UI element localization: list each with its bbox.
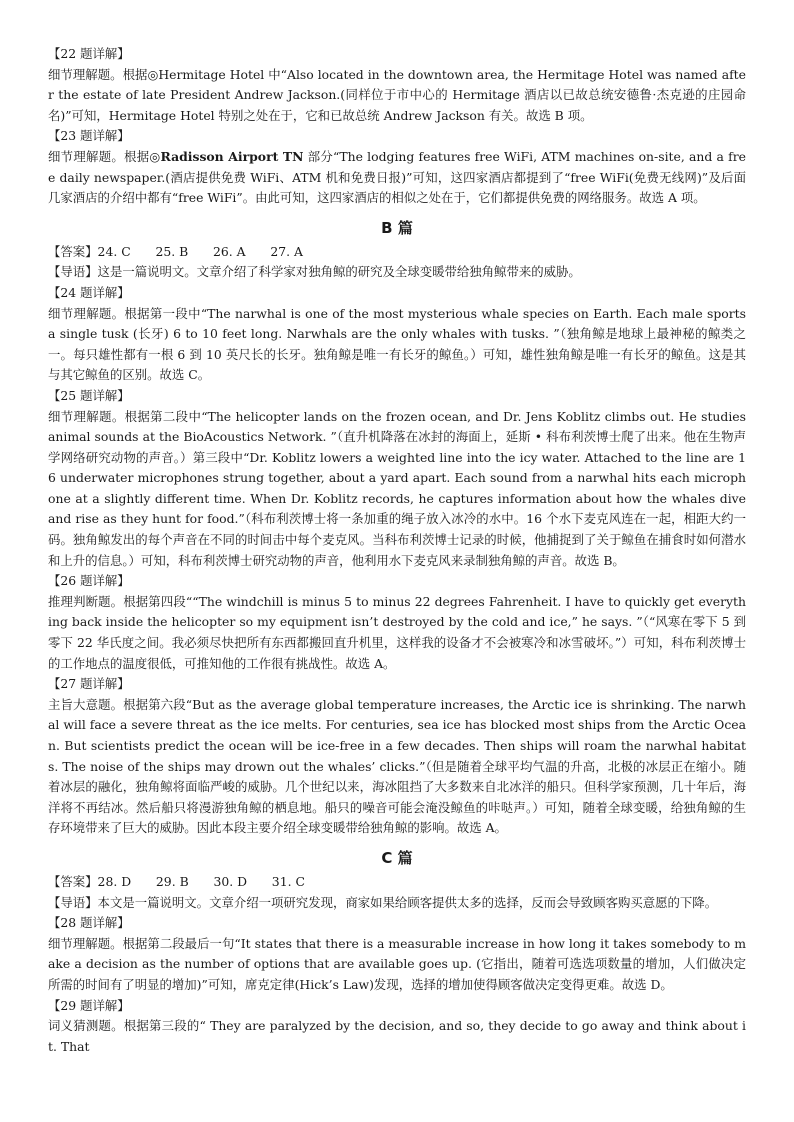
q25-explanation: 细节理解题。根据第二段中“The helicopter lands on the frozen ocean, and Dr. Jens Koblitz climbs out. He studies animal sounds at the BioAcoustics Network. ”（直升机降落在冰封的海面上，延斯 • 科布利茨博士爬了出来。他在生物声学网络研究动物的声音。）第三段中“Dr. Koblitz lowers a weighted line into the icy water. Attached to the line are 16 underwater microphones strung together, about a yard apart. Each sound from a narwhal hits each microphone at a slightly different time. When Dr. Koblitz records, he captures information about how the whales dive and rise as they hunt for food.”（科布利茨博士将一条加重的绳子放入冰冷的水中。16 个水下麦克风连在一起，相距大约一码。独角鲸发出的每个声音在不同的时间击中每个麦克风。当科布利茨博士记录的时候，他捕捉到了关于鲸鱼在捕食时如何潜水和上升的信息。）可知，科布利茨博士研究动物的声音，他利用水下麦克风来录制独角鲸的声音。故选 B。: [48, 408, 746, 568]
section-b-intro: 【导语】这是一篇说明文。文章介绍了科学家对独角鲸的研究及全球变暖带给独角鲸带来的威胁。: [48, 264, 581, 280]
q25-heading: 【25 题详解】: [48, 387, 130, 403]
q22-explanation: 细节理解题。根据◎Hermitage Hotel 中“Also located in the downtown area, the Hermitage Hotel was named after the estate of late President Andrew Jackson.(同样位于市中心的 Hermitage 酒店以已故总统安德鲁·杰克逊的庄园命名)”可知，Hermitage Hotel 特别之处在于，它和已故总统 Andrew Jackson 有关。故选 B 项。: [48, 66, 746, 123]
q27-heading: 【27 题详解】: [48, 676, 130, 692]
q24-explanation: 细节理解题。根据第一段中“The narwhal is one of the most mysterious whale species on Earth. Each male sports a single tusk (长牙) 6 to 10 feet long. Narwhals are the only whales with tusks. ”（独角鲸是地球上最神秘的鲸类之一。每只雄性都有一根 6 到 10 英尺长的长牙。独角鲸是唯一有长牙的鲸鱼。）可知，雄性独角鲸是唯一有长牙的鲸鱼。这是其与其它鲸鱼的区别。故选 C。: [48, 305, 746, 383]
section-c-intro: 【导语】本文是一篇说明文。文章介绍一项研究发现，商家如果给顾客提供太多的选择，反而会导致顾客购买意愿的下降。: [48, 894, 718, 910]
q22-heading: 【22 题详解】: [48, 46, 130, 61]
q24-heading: 【24 题详解】: [48, 284, 130, 300]
section-b-answers: 【答案】24. C 25. B 26. A 27. A: [48, 243, 303, 259]
q23-hotel-name: ◎Radisson Airport TN: [149, 148, 304, 164]
q26-heading: 【26 题详解】: [48, 573, 130, 589]
document-page: [48, 44, 746, 1057]
section-b-title: B 篇: [381, 218, 413, 237]
q23-heading: 【23 题详解】: [48, 128, 130, 144]
section-c-title: C 篇: [381, 848, 413, 867]
q27-explanation: 主旨大意题。根据第六段“But as the average global temperature increases, the Arctic ice is shrinking. The narwhal will face a severe threat as the ice melts. For centuries, sea ice has blocked most ships from the Arctic Ocean. But scientists predict the ocean will be ice-free in a few decades. Then ships will roam the narwhal habitats. The noise of the ships may drown out the whales’ clicks.”（但是随着全球平均气温的升高，北极的冰层正在缩小。随着冰层的融化，独角鲸将面临严峻的威胁。几个世纪以来，海冰阻挡了大多数来自北冰洋的船只。但科学家预测，几十年后，海洋将不再结冰。然后船只将漫游独角鲸的栖息地。船只的噪音可能会淹没鲸鱼的咔哒声。）可知，随着全球变暖，给独角鲸的生存环境带来了巨大的威胁。因此本段主要介绍全球变暖带给独角鲸的影响。故选 A。: [48, 696, 746, 836]
q23-body: 部分“The lodging features free WiFi, ATM machines on-site, and a free daily newspaper.(酒店提供免费 WiFi、ATM 机和免费日报)”可知，这四家酒店都提到了“free WiFi(免费无线网)”及后面几家酒店的介绍中都有“free WiFi”。由此可知，这四家酒店的相似之处在于，它们都提供免费的网络服务。故选 A 项。: [48, 148, 746, 206]
q28-explanation: 细节理解题。根据第二段最后一句“It states that there is a measurable increase in how long it takes somebody to make a decision as the number of options that are available goes up. (它指出，随着可选选项数量的增加，人们做决定所需的时间有了明显的增加)”可知，席克定律(Hick’s Law)发现，选择的增加使得顾客做决定变得更难。故选 D。: [48, 935, 746, 992]
q23-explanation: [48, 147, 746, 209]
section-c-answers: 【答案】28. D 29. B 30. D 31. C: [48, 873, 305, 889]
q29-explanation: 词义猜测题。根据第三段的“ They are paralyzed by the decision, and so, they decide to go away and think about it. That: [48, 1018, 746, 1054]
q28-heading: 【28 题详解】: [48, 915, 130, 931]
q23-prefix: 细节理解题。根据: [48, 148, 150, 164]
q29-heading: 【29 题详解】: [48, 997, 130, 1013]
q26-explanation: 推理判断题。根据第四段““The windchill is minus 5 to minus 22 degrees Fahrenheit. I have to quickly get everything back inside the helicopter so my equipment isn’t destroyed by the cold and ice,” he says. ”（“风寒在零下 5 到零下 22 华氏度之间。我必须尽快把所有东西都搬回直升机里，这样我的设备才不会被寒冷和冰雪破坏。”）可知，科布利茨博士的工作地点的温度很低，可推知他的工作很有挑战性。故选 A。: [48, 593, 746, 671]
